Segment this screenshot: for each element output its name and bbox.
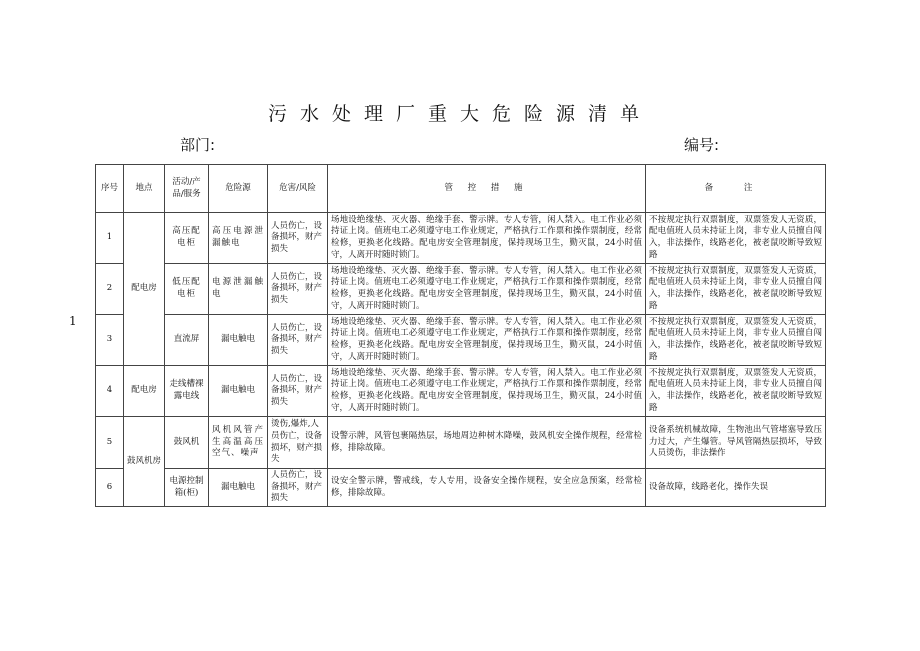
- header-measures: 管 控 措 施: [328, 165, 646, 213]
- row-remarks: 不按规定执行双票制度，双票签发人无资质，配电值班人员未持证上岗，非专业人员擅自闯入，非法操作，线路老化，被老鼠咬断导致短路: [646, 213, 826, 264]
- row-activity: 直流屏: [165, 315, 209, 366]
- row-hazard: 风机风管产生高温高压空气、噪声: [209, 417, 268, 469]
- row-remarks: 不按规定执行双票制度，双票签发人无资质，配电值班人员未持证上岗，非专业人员擅自闯入，非法操作，线路老化，被老鼠咬断导致短路: [646, 366, 826, 417]
- row-measures: 设安全警示牌，警戒线，专人专用，设备安全操作规程，安全应急预案，经常检修，排除故障。: [328, 469, 646, 507]
- table-row: [96, 315, 826, 366]
- row-activity: 高压配电柜: [165, 213, 209, 264]
- header-hazard: 危险源: [209, 165, 268, 213]
- row-location: 鼓风机房: [124, 417, 165, 507]
- row-no: 5: [96, 417, 124, 469]
- row-activity: 走线槽裸露电线: [165, 366, 209, 417]
- table-header-row: [96, 165, 826, 213]
- row-no: 4: [96, 366, 124, 417]
- serial-number-label: 编号:: [684, 136, 720, 154]
- row-no: 3: [96, 315, 124, 366]
- row-no: 1: [96, 213, 124, 264]
- row-hazard: 电源泄漏触电: [209, 264, 268, 315]
- row-hazard: 漏电触电: [209, 469, 268, 507]
- row-measures: 场地设绝缘垫、灭火器、绝缘手套、警示牌。专人专管，闲人禁入。电工作业必须持证上岗。值班电工必须遵守电工作业规定，严格执行工作票和操作票制度，经常检修，更换老化线路。配电房安全管理制度，保持现场卫生，勤灭鼠，24小时值守，人离开时随时锁门。: [328, 264, 646, 315]
- row-risk: 人员伤亡，设备损坏，财产损失: [268, 213, 328, 264]
- hazard-list-table: [95, 164, 826, 507]
- row-risk: 人员伤亡，设备损坏，财产损失: [268, 264, 328, 315]
- table-row: [96, 469, 826, 507]
- header-activity: 活动/产品/服务: [165, 165, 209, 213]
- row-remarks: 设备故障，线路老化，操作失误: [646, 469, 826, 507]
- row-risk: 人员伤亡，设备损坏，财产损失: [268, 315, 328, 366]
- row-location: 配电房: [124, 366, 165, 417]
- row-activity: 电源控制箱(柜): [165, 469, 209, 507]
- row-measures: 场地设绝缘垫、灭火器、绝缘手套、警示牌。专人专管，闲人禁入。电工作业必须持证上岗。值班电工必须遵守电工作业规定，严格执行工作票和操作票制度，经常检修，更换老化线路。配电房安全管理制度，保持现场卫生，勤灭鼠，24小时值守，人离开时随时锁门。: [328, 213, 646, 264]
- header-remarks: 备 注: [646, 165, 826, 213]
- department-label: 部门:: [180, 136, 216, 154]
- row-activity: 鼓风机: [165, 417, 209, 469]
- table-row: [96, 417, 826, 469]
- row-risk: 人员伤亡，设备损坏，财产损失: [268, 366, 328, 417]
- table-row: [96, 213, 826, 264]
- table-row: [96, 366, 826, 417]
- row-measures: 场地设绝缘垫、灭火器、绝缘手套、警示牌。专人专管，闲人禁入。电工作业必须持证上岗。值班电工必须遵守电工作业规定，严格执行工作票和操作票制度，经常检修，更换老化线路。配电房安全管理制度，保持现场卫生，勤灭鼠，24小时值守，人离开时随时锁门。: [328, 315, 646, 366]
- header-location: 地点: [124, 165, 165, 213]
- row-risk: 烫伤,爆炸,人员伤亡，设备损坏，财产损失: [268, 417, 328, 469]
- header-risk: 危害/风险: [268, 165, 328, 213]
- row-hazard: 漏电触电: [209, 315, 268, 366]
- row-hazard: 高压电源泄漏触电: [209, 213, 268, 264]
- row-measures: 场地设绝缘垫、灭火器、绝缘手套、警示牌。专人专管，闲人禁入。电工作业必须持证上岗。值班电工必须遵守电工作业规定，严格执行工作票和操作票制度，经常检修，更换老化线路。配电房安全管理制度，保持现场卫生，勤灭鼠，24小时值守，人离开时随时锁门。: [328, 366, 646, 417]
- row-measures: 设警示牌，风管包裹隔热层，场地周边种树木降噪，鼓风机安全操作规程，经常检修，排除故障。: [328, 417, 646, 469]
- row-location: 配电房: [124, 213, 165, 366]
- row-remarks: 设备系统机械故障，生物池出气管堵塞导致压力过大，产生爆管。导风管隔热层损坏，导致人员烫伤，非法操作: [646, 417, 826, 469]
- table-row: [96, 264, 826, 315]
- page-title: 污水处理厂重大危险源清单: [267, 103, 652, 125]
- row-no: 6: [96, 469, 124, 507]
- row-remarks: 不按规定执行双票制度，双票签发人无资质，配电值班人员未持证上岗，非专业人员擅自闯入，非法操作，线路老化，被老鼠咬断导致短路: [646, 264, 826, 315]
- page-number: 1: [69, 314, 77, 328]
- row-hazard: 漏电触电: [209, 366, 268, 417]
- header-no: 序号: [96, 165, 124, 213]
- row-activity: 低压配电柜: [165, 264, 209, 315]
- row-risk: 人员伤亡，设备损坏，财产损失: [268, 469, 328, 507]
- row-no: 2: [96, 264, 124, 315]
- row-remarks: 不按规定执行双票制度，双票签发人无资质，配电值班人员未持证上岗，非专业人员擅自闯入，非法操作，线路老化，被老鼠咬断导致短路: [646, 315, 826, 366]
